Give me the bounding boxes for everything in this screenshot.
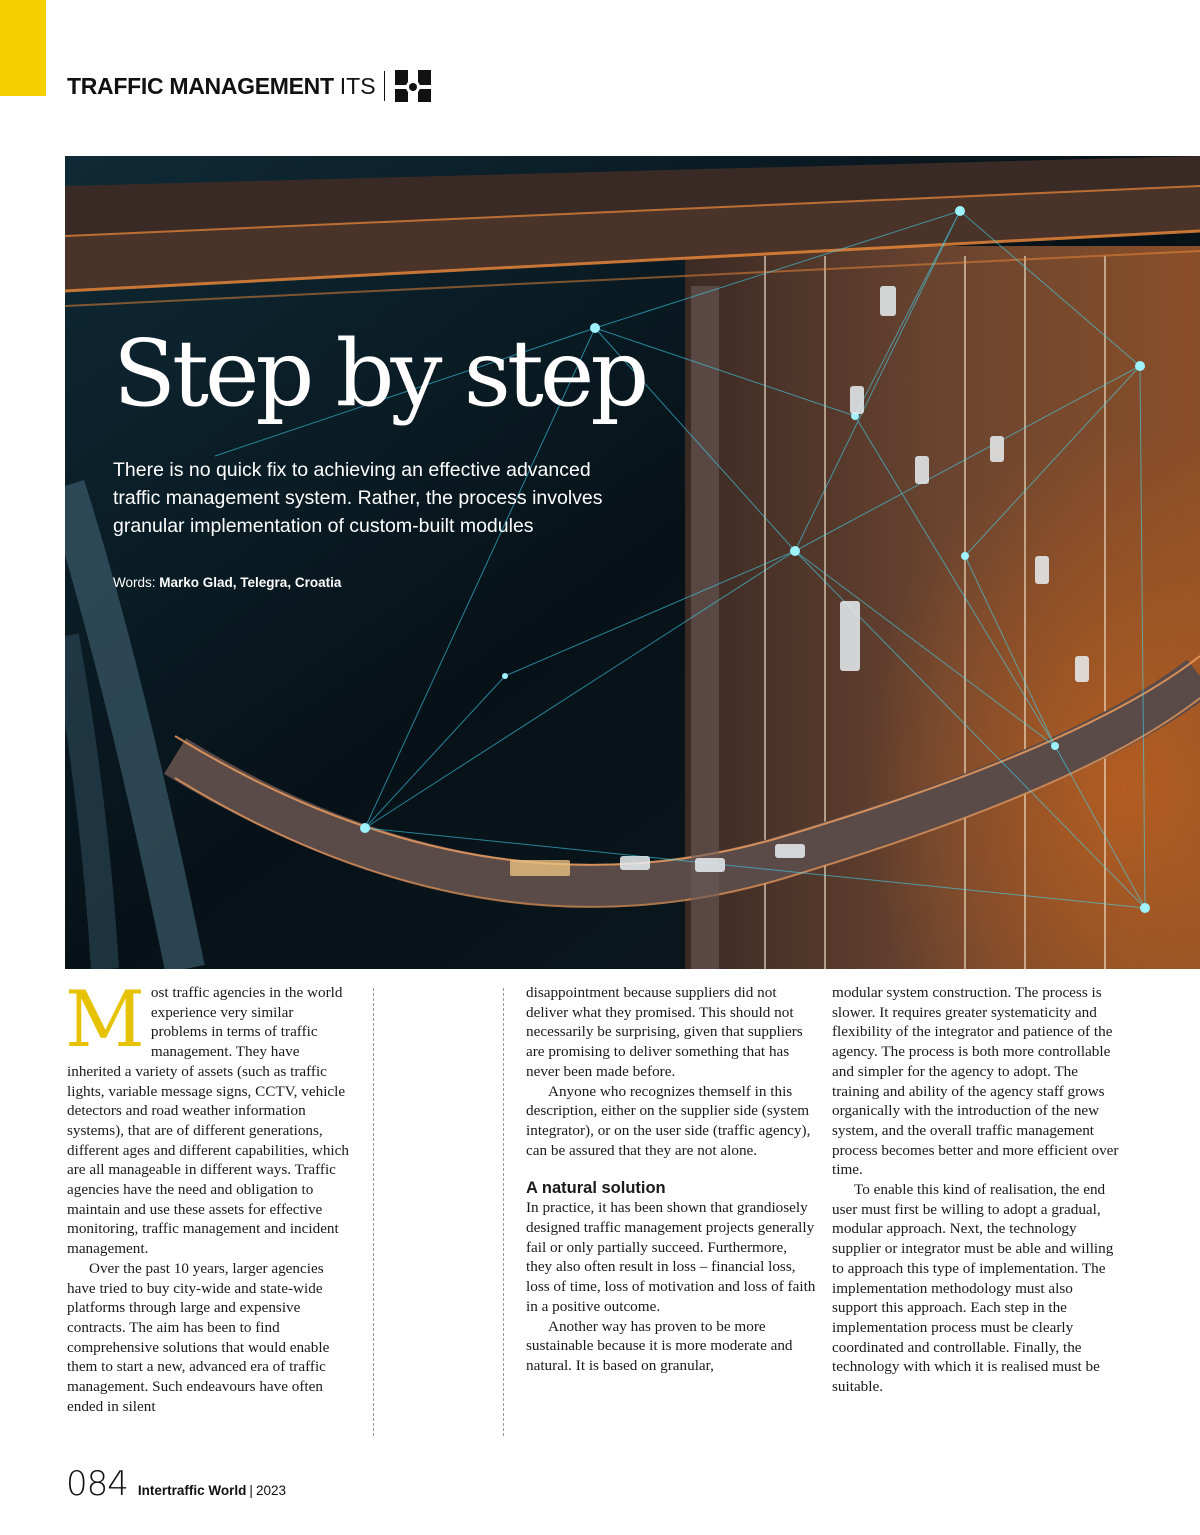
hero-image <box>65 156 1200 969</box>
body-paragraph: Over the past 10 years, larger agencies have tried to buy city-wide and state-wide platforms through large and expensive contracts. The aim has been to find comprehensive solutions that would enable them to start a new, advanced era of traffic management. Such endeavours have often ended in silent <box>67 1259 330 1415</box>
section-header <box>67 66 433 106</box>
body-column-1 <box>65 975 353 1416</box>
column-divider <box>503 988 504 1436</box>
body-paragraph: To enable this kind of realisation, the end user must first be willing to adopt a gradual, modular approach. Next, the technology supplier or integrator must be able and willing to approach this type of implementation. The implementation methodology must also support this approach. Each step in the implementation process must be clearly coordinated and controllable. Finally, the technology with which it is realised must be suitable. <box>832 1181 1114 1396</box>
publication-year: 2023 <box>255 1483 286 1498</box>
body-paragraph: ost traffic agencies in the world experience very similar problems in terms of traffic management. They have inherited a variety of assets (such as traffic lights, variable message signs, CCTV, vehicle detectors and road weather information systems), that are of different generations, different ages and different capabilities, which are all manageable in different ways. Traffic agencies have the need and obligation to maintain and use these assets for effective monitoring, traffic management and incident management. <box>67 984 349 1258</box>
body-paragraph: Another way has proven to be more sustainable because it is more moderate and natural. It is based on granular, <box>526 1317 793 1374</box>
article-title: Step by step <box>113 320 646 427</box>
its-junction-icon <box>393 68 433 104</box>
page-footer <box>66 1464 286 1504</box>
byline-label: Words: <box>113 575 156 590</box>
article-standfirst: There is no quick fix to achieving an effective advanced traffic management system. Rather, the process involves granular implementation of custom-built modules <box>113 459 603 537</box>
aerial-highway-network-image <box>65 156 1200 969</box>
footer-separator: | <box>249 1483 253 1498</box>
subheading: A natural solution <box>526 1179 666 1198</box>
article-byline <box>113 575 341 590</box>
section-color-tab <box>0 0 46 96</box>
body-paragraph: Anyone who recognizes themself in this description, either on the supplier side (system integrator), or on the user side (traffic agency), can be assured that they are not alone. <box>526 1082 811 1159</box>
publication-name: Intertraffic World <box>137 1483 247 1498</box>
body-column-3 <box>832 983 1122 1397</box>
page-number: 084 <box>66 1464 128 1504</box>
header-divider <box>384 71 385 101</box>
body-paragraph: In practice, it has been shown that grandiosely designed traffic management projects generally fail or only partially succeed. Furthermore, they also often result in loss – financial loss, loss of time, loss of motivation and loss of faith in a positive outcome. <box>526 1199 816 1315</box>
subsection-name: ITS <box>339 72 376 99</box>
byline-author: Marko Glad, Telegra, Croatia <box>159 575 342 590</box>
body-paragraph: disappointment because suppliers did not deliver what they promised. This should not necessarily be surprising, given that suppliers are promising to deliver something that has never been made before. <box>526 984 803 1080</box>
column-divider <box>373 988 374 1436</box>
body-paragraph: modular system construction. The process is slower. It requires greater systematicity and flexibility of the integrator and patience of the agency. The process is both more controllable and simpler for the agency to adopt. The training and ability of the agency staff grows organically with the introduction of the new system, and the overall traffic management process becomes better and more efficient over time. <box>832 984 1119 1179</box>
section-name: TRAFFIC MANAGEMENT <box>67 72 334 99</box>
body-column-2 <box>526 983 816 1376</box>
dropcap: M <box>65 975 145 1065</box>
